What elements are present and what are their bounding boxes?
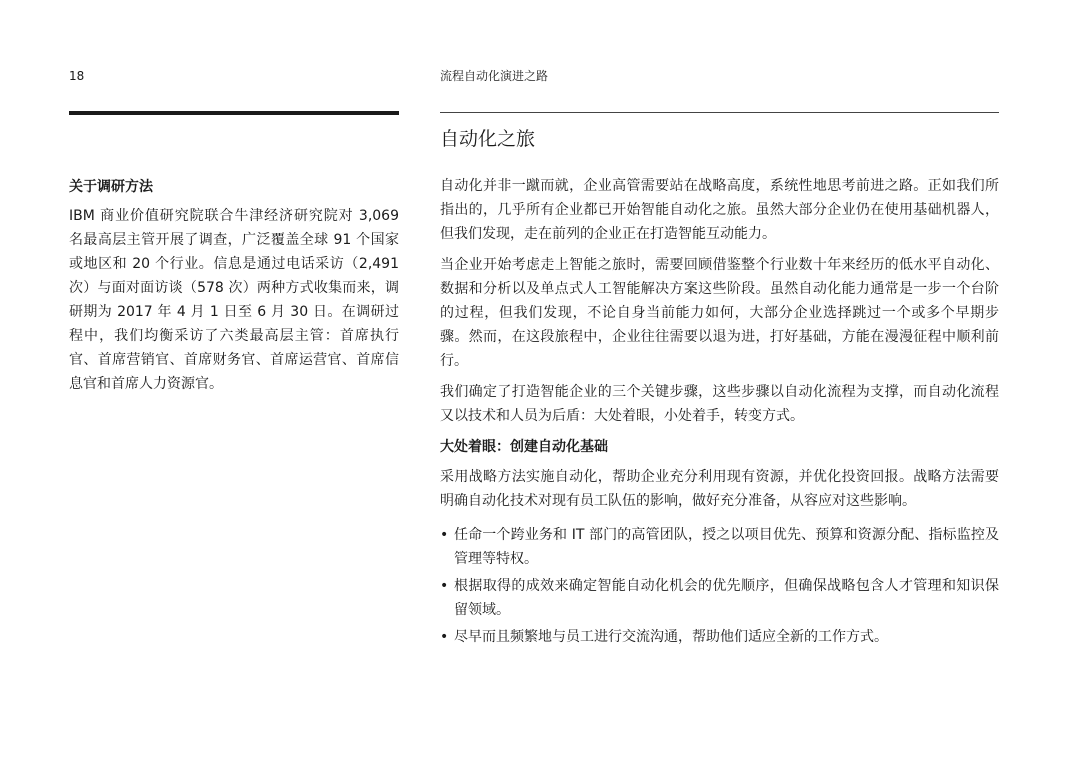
bullet-text: 任命一个跨业务和 IT 部门的高管团队，授之以项目优先、预算和资源分配、指标监控及管理等特权。 [454, 527, 999, 567]
paragraph: 我们确定了打造智能企业的三个关键步骤，这些步骤以自动化流程为支撑，而自动化流程又以技术和人员为后盾：大处着眼，小处着手，转变方式。 [440, 384, 999, 424]
running-header: 流程自动化演进之路 [440, 69, 549, 83]
methodology-sidebar [69, 176, 399, 396]
right-column-rule [440, 112, 999, 113]
bullet-dot-icon: • [440, 578, 449, 594]
bullet-dot-icon: • [440, 527, 449, 543]
bullet-item [440, 523, 999, 571]
sidebar-title: 关于调研方法 [69, 179, 153, 195]
bullet-dot-icon: • [440, 629, 449, 645]
bullet-text: 尽早而且频繁地与员工进行交流沟通，帮助他们适应全新的工作方式。 [454, 629, 888, 645]
bullet-item [440, 574, 999, 622]
paragraph: 自动化并非一蹴而就，企业高管需要站在战略高度，系统性地思考前进之路。正如我们所指出的，几乎所有企业都已开始智能自动化之旅。虽然大部分企业仍在使用基础机器人，但我们发现，走在前列的企业正在打造智能互动能力。 [440, 178, 999, 242]
sidebar-body: IBM 商业价值研究院联合牛津经济研究院对 3,069 名最高层主管开展了调查，广泛覆盖全球 91 个国家或地区和 20 个行业。信息是通过电话采访（2,491 次）与面对面访谈（578 次）两种方式收集而来，调研期为 2017 年 4 月 1 日至 6 月 30 日。在调研过程中，我们均衡采访了六类最高层主管：首席执行官、首席营销官、首席财务官、首席运营官、首席信息官和首席人力资源官。 [69, 208, 399, 392]
left-column-rule [69, 111, 399, 115]
page-number: 18 [69, 69, 85, 83]
bullet-text: 根据取得的成效来确定智能自动化机会的优先顺序，但确保战略包含人才管理和知识保留领域。 [454, 578, 999, 618]
bullet-list [440, 523, 999, 649]
main-article [440, 126, 999, 652]
section-title: 自动化之旅 [440, 128, 536, 150]
subheading: 大处着眼：创建自动化基础 [440, 439, 608, 455]
bullet-item [440, 625, 999, 649]
paragraph: 当企业开始考虑走上智能之旅时，需要回顾借鉴整个行业数十年来经历的低水平自动化、数据和分析以及单点式人工智能解决方案这些阶段。虽然自动化能力通常是一步一个台阶的过程，但我们发现，不论自身当前能力如何，大部分企业选择跳过一个或多个早期步骤。然而，在这段旅程中，企业往往需要以退为进，打好基础，方能在漫漫征程中顺利前行。 [440, 257, 999, 369]
sub-paragraph: 采用战略方法实施自动化，帮助企业充分利用现有资源，并优化投资回报。战略方法需要明确自动化技术对现有员工队伍的影响，做好充分准备，从容应对这些影响。 [440, 469, 999, 509]
